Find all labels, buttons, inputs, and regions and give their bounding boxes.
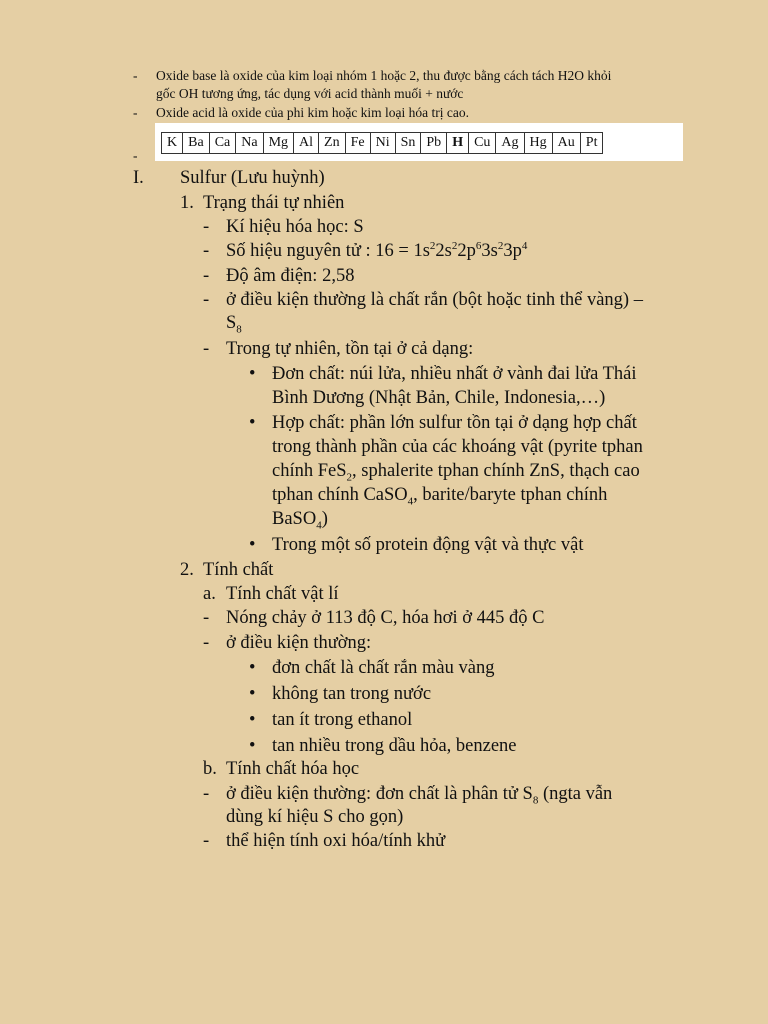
metal-cell-h: H [447,133,469,154]
part1-number: 1. [180,193,194,213]
dot-bullet: • [249,413,256,433]
config-orbital: 3s [481,241,498,261]
dash-bullet: - [203,241,210,261]
element-line-b: Bình Dương (Nhật Bản, Chile, Indonesia,…) [272,388,606,408]
subsection-a-title: Tính chất vật lí [226,584,339,604]
section-title: Sulfur (Lưu huỳnh) [180,168,325,188]
state-line-a: ở điều kiện thường là chất rắn (bột hoặc tinh thể vàng) – [226,290,643,310]
config-orbital: 3p [503,241,522,261]
metal-cell-ni: Ni [370,133,395,154]
subsection-b-title: Tính chất hóa học [226,759,360,779]
metal-cell-al: Al [294,133,319,154]
dot-bullet: • [249,658,256,678]
state-formula: S [226,313,237,333]
state-subscript: 8 [236,323,242,336]
element-line-a: Đơn chất: núi lửa, nhiều nhất ở vành đai lửa Thái [272,364,637,384]
metal-cell-k: K [162,133,183,154]
compound-line-d [272,483,607,507]
compound-e-end: ) [321,509,328,529]
config-exp: 2 [429,239,436,252]
compound-d-end: , barite/baryte tphan chính [413,485,608,505]
metal-cell-na: Na [236,133,263,154]
metal-cell-ba: Ba [183,133,210,154]
phys-item-0: đơn chất là chất rắn màu vàng [272,658,495,678]
metal-cell-ca: Ca [209,133,236,154]
metal-cell-cu: Cu [469,133,496,154]
compound-e-start: BaSO [272,509,317,529]
config-exp: 6 [475,239,482,252]
melting-line: Nóng chảy ở 113 độ C, hóa hơi ở 445 độ C [226,608,545,628]
part2-number: 2. [180,560,194,580]
chem-a-end: (ngta vẫn [538,784,613,804]
compound-d-start: tphan chính CaSO [272,485,408,505]
dot-bullet: • [249,364,256,384]
dot-bullet: • [249,710,256,730]
compound-c-start: chính FeS [272,461,347,481]
metal-cell-pb: Pb [421,133,447,154]
dot-bullet: • [249,736,256,756]
redox-line: thể hiện tính oxi hóa/tính khử [226,831,446,851]
state-line-b [226,311,242,335]
dash-bullet: - [203,290,210,310]
electronegativity: Độ âm điện: 2,58 [226,266,355,286]
metal-cell-ag: Ag [496,133,524,154]
metal-cell-hg: Hg [524,133,552,154]
compound-d-subscript: 4 [407,495,414,508]
dash-bullet: - [203,784,210,804]
dash-bullet: - [203,633,210,653]
config-orbital: 2p [457,241,476,261]
dash-bullet: - [203,608,210,628]
config-orbital: 2s [435,241,452,261]
section-number: I. [133,168,144,188]
normal-conditions: ở điều kiện thường: [226,633,372,653]
compound-line-a: Hợp chất: phần lớn sulfur tồn tại ở dạng hợp chất [272,413,637,433]
metal-cell-mg: Mg [263,133,293,154]
nature-heading: Trong tự nhiên, tồn tại ở cả dạng: [226,339,474,359]
phys-item-3: tan nhiều trong dầu hỏa, benzene [272,736,517,756]
metal-cell-au: Au [552,133,580,154]
dash-bullet: - [203,266,210,286]
part1-title: Trạng thái tự nhiên [203,193,345,213]
atomic-number [226,239,527,263]
compound-line-b: trong thành phần của các khoáng vật (pyrite tphan [272,437,643,457]
dash-bullet: - [203,831,210,851]
compound-line-e [272,507,328,531]
compound-line-c [272,459,640,483]
dash-bullet: - [203,217,210,237]
part2-title: Tính chất [203,560,274,580]
chemical-symbol: Kí hiệu hóa học: S [226,217,364,237]
dash-bullet: - [203,339,210,359]
metal-cell-fe: Fe [345,133,370,154]
phys-item-1: không tan trong nước [272,684,432,704]
dash-bullet: - [133,68,138,83]
dash-bullet: - [133,148,138,163]
metal-series-table [161,132,603,154]
dash-bullet: - [133,105,138,120]
metal-cell-pt: Pt [580,133,603,154]
metal-series-row [162,133,603,154]
chem-a-subscript: 8 [532,794,539,807]
compound-c-subscript: 2 [346,471,353,484]
phys-item-2: tan ít trong ethanol [272,710,413,730]
subsection-a-label: a. [203,584,216,604]
compound-e-subscript: 4 [316,519,322,532]
config-exp: 2 [451,239,458,252]
subsection-b-label: b. [203,759,217,779]
config-exp: 2 [497,239,504,252]
chem-a-start: ở điều kiện thường: đơn chất là phân tử S [226,784,533,804]
intro-line-2: Oxide acid là oxide của phi kim hoặc kim loại hóa trị cao. [156,105,470,120]
atomic-number-prefix: Số hiệu nguyên tử : 16 = 1s [226,241,430,261]
dot-bullet: • [249,535,256,555]
metal-cell-zn: Zn [319,133,346,154]
config-exp: 4 [521,239,528,252]
chem-line-a [226,782,612,806]
intro-line-1a: Oxide base là oxide của kim loại nhóm 1 hoặc 2, thu được bằng cách tách H2O khỏi [156,68,612,83]
metal-series-image [155,123,683,161]
protein-line: Trong một số protein động vật và thực vật [272,535,584,555]
chem-line-b: dùng kí hiệu S cho gọn) [226,807,404,827]
compound-c-end: , sphalerite tphan chính ZnS, thạch cao [352,461,640,481]
intro-line-1b: gốc OH tương ứng, tác dụng với acid thành muối + nước [156,86,464,101]
metal-cell-sn: Sn [395,133,421,154]
dot-bullet: • [249,684,256,704]
